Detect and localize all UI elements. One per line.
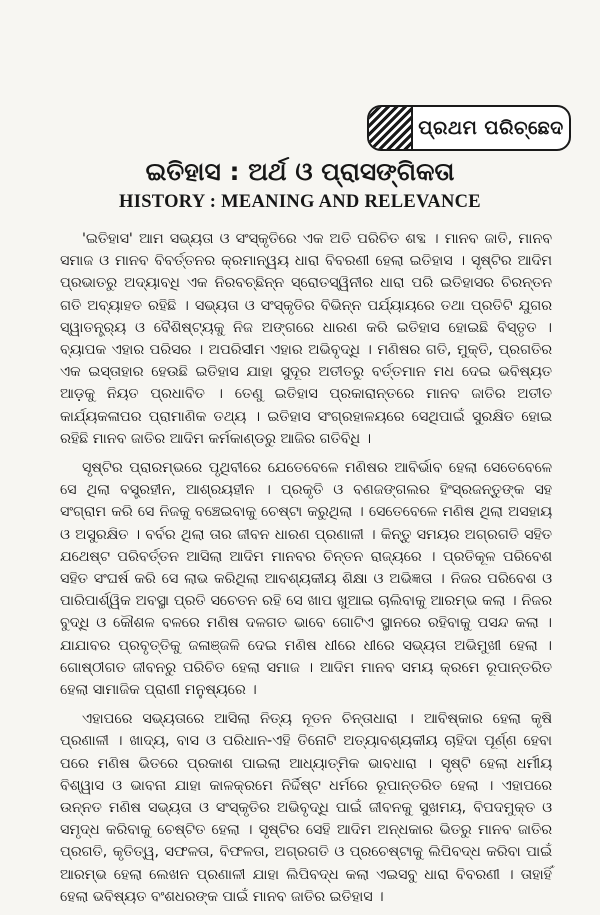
- paragraph: 'ଇତିହାସ' ଆମ ସଭ୍ୟତା ଓ ସଂସ୍କୃତିରେ ଏକ ଅତି ପରିଚିତ ଶବ୍ଦ । ମାନବ ଜାତି, ମାନବ ସମାଜ ଓ ମାନବ ବିବର୍ତ୍ତନର କ୍ରମାନ୍ୱୟ ଧାରା ବିବରଣୀ ହେଲା ଇତିହାସ । ସୃଷ୍ଟିର ଆଦିମ ପ୍ରଭାତରୁ ଅଦ୍ୟାବଧି ଏକ ନିରବଚ୍ଛିନ୍ନ ସ୍ରୋତସ୍ୱିନୀର ଧାରା ପରି ଇତିହାସର ଚିରନ୍ତନ ଗତି ଅବ୍ୟାହତ ରହିଛି । ସଭ୍ୟତା ଓ ସଂସ୍କୃତିର ବିଭିନ୍ନ ପର୍ଯ୍ୟାୟରେ ତଥା ପ୍ରତିଟି ଯୁଗର ସ୍ୱାତନ୍ତ୍ର୍ୟ ଓ ବୈଶିଷ୍ଟ୍ୟକୁ ନିଜ ଅଙ୍ଗରେ ଧାରଣ କରି ଇତିହାସ ହୋଇଛି ବିସ୍ତୃତ । ବ୍ୟାପକ ଏହାର ପରିସର । ଅପରିସୀମ ଏହାର ଅଭିବୃଦ୍ଧି । ମଣିଷର ଗତି, ମୁକ୍ତି, ପ୍ରଗତିର ଏକ ଇସ୍ତାହାର ହେଉଛି ଇତିହାସ ଯାହା ସୁଦୂର ଅତୀତରୁ ବର୍ତ୍ତମାନ ମଧ ଦେଇ ଭବିଷ୍ୟତ ଆଡ଼କୁ ନିୟତ ପ୍ରଧାବିତ । ତେଣୁ ଇତିହାସ ପ୍ରକାରାନ୍ତରେ ମାନବ ଜାତିର ଅତୀତ କାର୍ଯ୍ୟକଳାପର ପ୍ରାମାଣିକ ତଥ୍ୟ । ଇତିହାସ ସଂଗ୍ରହାଳୟରେ ସେଥିପାଇଁ ସୁରକ୍ଷିତ ହୋଇ ରହିଛି ମାନବ ଜାତିର ଆଦିମ କର୍ମକାଣ୍ଡରୁ ଆଜିର ଗତିବିଧି ।: [60, 231, 552, 447]
- page-title-english: HISTORY : MEANING AND RELEVANCE: [119, 192, 481, 212]
- page-title-odia: ଇତିହାସ : ଅର୍ଥ ଓ ପ୍ରାସଙ୍ଗିକତା: [145, 157, 455, 186]
- chapter-tab: [367, 105, 571, 151]
- paragraph: ସୃଷ୍ଟିର ପ୍ରାରମ୍ଭରେ ପୃଥିବୀରେ ଯେତେବେଳେ ମଣିଷର ଆବିର୍ଭାବ ହେଲା ସେତେବେଳେ ସେ ଥିଲା ବସ୍ତ୍ରହୀନ, ଆଶ୍ରୟହୀନ । ପ୍ରକୃତି ଓ ବଣଜଙ୍ଗଲର ହିଂସ୍ରଜନ୍ତୁଙ୍କ ସହ ସଂଗ୍ରାମ କରି ସେ ନିଜକୁ ବଞ୍ଚେଇବାକୁ ଚେଷ୍ଟା କରୁଥିଲା । ସେତେବେଳେ ମଣିଷ ଥିଲା ଅସହାୟ ଓ ଅସୁରକ୍ଷିତ । ବର୍ବର ଥିଲା ତାର ଜୀବନ ଧାରଣ ପ୍ରଣାଳୀ । କିନ୍ତୁ ସମୟର ଅଗ୍ରଗତି ସହିତ ଯଥେଷ୍ଟ ପରିବର୍ତ୍ତନ ଆସିଲା ଆଦିମ ମାନବର ଚିନ୍ତନ ରାଜ୍ୟରେ । ପ୍ରତିକୂଳ ପରିବେଶ ସହିତ ସଂଘର୍ଷ କରି ସେ ଲାଭ କରିଥିଲା ଆବଶ୍ୟକୀୟ ଶିକ୍ଷା ଓ ଅଭିଜ୍ଞତା । ନିଜର ପରିବେଶ ଓ ପାରିପାର୍ଶ୍ୱିକ ଅବସ୍ଥା ପ୍ରତି ସଚେତନ ରହି ସେ ଖାପ ଖୁଆଇ ଚାଲିବାକୁ ଆରମ୍ଭ କଲା । ନିଜର ବୁଦ୍ଧି ଓ କୌଶଳ ବଳରେ ମଣିଷ ଦଳଗତ ଭାବେ ଗୋଟିଏ ସ୍ଥାନରେ ରହିବାକୁ ପସନ୍ଦ କଲା । ଯାଯାବର ପ୍ରବୃତ୍ତିକୁ ଜଳାଞ୍ଜଳି ଦେଇ ମଣିଷ ଧୀରେ ଧୀରେ ସଭ୍ୟତା ଅଭିମୁଖୀ ହେଲା । ଗୋଷ୍ଠୀଗତ ଜୀବନରୁ ପରିଚିତ ହେଲା ସମାଜ । ଆଦିମ ମାନବ ସମୟ କ୍ରମେ ରୂପାନ୍ତରିତ ହେଲା ସାମାଜିକ ପ୍ରାଣୀ ମନୁଷ୍ୟରେ ।: [60, 460, 552, 699]
- paragraph: ଏହାପରେ ସଭ୍ୟତାରେ ଆସିଲା ନିତ୍ୟ ନୂତନ ଚିନ୍ତାଧାରା । ଆବିଷ୍କାର ହେଲା କୃଷି ପ୍ରଣାଳୀ । ଖାଦ୍ୟ, ବାସ ଓ ପରିଧାନ-ଏହି ତିନୋଟି ଅତ୍ୟାବଶ୍ୟକୀୟ ଚାହିଦା ପୂର୍ଣ୍ଣ ହେବା ପରେ ମଣିଷ ଭିତରେ ପ୍ରକାଶ ପାଇଲା ଆଧ୍ୟାତ୍ମିକ ଭାବଧାରା । ସୃଷ୍ଟି ହେଲା ଧର୍ମୀୟ ବିଶ୍ୱାସ ଓ ଭାବନା ଯାହା କାଳକ୍ରମେ ନିର୍ଦ୍ଦିଷ୍ଟ ଧର୍ମରେ ରୂପାନ୍ତରିତ ହେଲା । ଏହାପରେ ଉନ୍ନତ ମଣିଷ ସଭ୍ୟତା ଓ ସଂସ୍କୃତିର ଅଭିବୃଦ୍ଧି ପାଇଁ ଜୀବନକୁ ସୁଖମୟ, ବିପଦମୁକ୍ତ ଓ ସମୃଦ୍ଧ କରିବାକୁ ଚେଷ୍ଟିତ ହେଲା । ସୃଷ୍ଟିର ସେହି ଆଦିମ ଅନ୍ଧକାର ଭିତରୁ ମାନବ ଜାତିର ପ୍ରଗତି, କୃତିତ୍ୱ, ସଫଳତା, ବିଫଳତା, ଅଗ୍ରଗତି ଓ ପ୍ରଚେଷ୍ଟାକୁ ଲିପିବଦ୍ଧ କରିବା ପାଇଁ ଆରମ୍ଭ ହେଲା ଲେଖନ ପ୍ରଣାଳୀ ଯାହା ଲିପିବଦ୍ଧ କଲା ଏଇସବୁ ଧାରା ବିବରଣୀ । ତାହାହିଁ ହେଲା ଭବିଷ୍ୟତ ବଂଶଧରଙ୍କ ପାଇଁ ମାନବ ଜାତିର ଇତିହାସ ।: [60, 711, 552, 905]
- body-text: [60, 228, 552, 915]
- hatched-tab-decoration: [369, 107, 413, 149]
- chapter-label: ପ୍ରଥମ ପରିଚ୍ଛେଦ: [418, 117, 564, 139]
